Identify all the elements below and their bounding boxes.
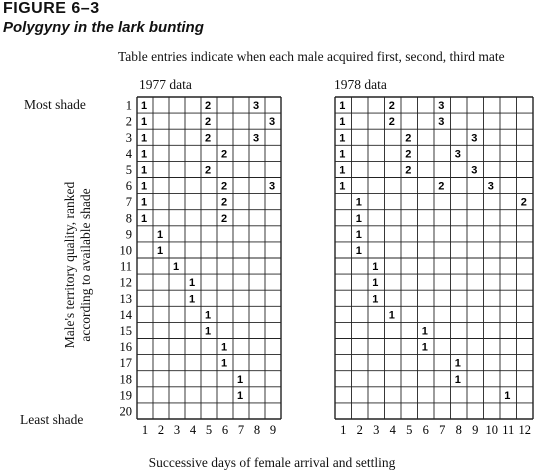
most-shade-label: Most shade [24, 97, 86, 112]
row-label: 14 [119, 307, 132, 322]
mate-entry: 2 [388, 116, 395, 129]
row-label: 19 [119, 388, 132, 403]
mate-entry: 3 [487, 180, 494, 193]
mate-entry: 3 [454, 148, 461, 161]
row-label: 17 [119, 356, 132, 371]
column-label: 5 [205, 423, 213, 437]
mate-entry: 3 [252, 132, 260, 145]
mate-entry: 1 [140, 148, 148, 161]
column-label: 1 [340, 423, 347, 437]
row-label: 5 [125, 162, 132, 177]
mate-entry: 3 [268, 180, 276, 193]
mate-entry: 1 [355, 212, 362, 225]
mate-entry: 1 [140, 212, 148, 225]
mate-entry: 2 [405, 148, 412, 161]
mate-entry: 2 [204, 132, 212, 145]
mate-entry: 1 [355, 228, 362, 241]
mate-entry: 2 [220, 180, 228, 193]
row-label: 9 [125, 227, 132, 242]
column-label: 3 [373, 423, 380, 437]
mate-entry: 1 [188, 293, 196, 306]
y-axis-label-line1: Male's territory quality, ranked [62, 181, 77, 349]
row-label: 15 [119, 323, 132, 338]
mate-entry: 1 [355, 244, 362, 257]
mate-entry: 1 [339, 148, 346, 161]
x-axis-label: Successive days of female arrival and settling [148, 455, 396, 470]
mate-entry: 1 [339, 180, 346, 193]
panel-title-1978: 1978 data [334, 77, 387, 92]
column-label: 3 [173, 423, 181, 437]
mate-entry: 2 [220, 212, 228, 225]
column-label: 8 [253, 423, 261, 437]
column-label: 8 [455, 423, 462, 437]
mate-entry: 1 [156, 228, 164, 241]
column-label: 10 [485, 423, 498, 437]
mate-entry: 2 [438, 180, 445, 193]
figure-title: Polygyny in the lark bunting [3, 19, 204, 36]
figure-label: FIGURE 6–3 [3, 0, 100, 17]
panel-title-1977: 1977 data [139, 77, 192, 92]
column-label: 12 [518, 423, 531, 437]
row-label: 20 [119, 404, 132, 419]
column-label: 1 [141, 423, 149, 437]
mate-entry: 2 [220, 148, 228, 161]
row-label: 10 [119, 243, 132, 258]
least-shade-label: Least shade [20, 412, 84, 427]
row-label: 6 [125, 179, 132, 194]
mate-entry: 1 [339, 164, 346, 177]
mate-entry: 1 [236, 373, 244, 386]
mate-entry: 1 [204, 325, 212, 338]
column-label: 6 [422, 423, 429, 437]
mate-entry: 3 [438, 116, 445, 129]
row-label: 3 [125, 130, 132, 145]
mate-entry: 1 [140, 116, 148, 129]
row-label: 11 [119, 259, 132, 274]
mate-entry: 2 [520, 196, 527, 209]
mate-entry: 2 [388, 100, 395, 113]
mate-entry: 1 [388, 309, 395, 322]
mate-entry: 3 [438, 100, 445, 113]
mate-entry: 3 [252, 100, 260, 113]
row-label: 12 [119, 275, 132, 290]
table-note: Table entries indicate when each male acquired first, second, third mate [118, 49, 505, 64]
mate-entry: 1 [236, 389, 244, 402]
mate-entry: 1 [220, 341, 228, 354]
column-label: 9 [269, 423, 277, 437]
column-label: 9 [472, 423, 479, 437]
mate-entry: 1 [188, 277, 196, 290]
column-label: 4 [389, 423, 396, 437]
mate-entry: 2 [405, 164, 412, 177]
row-label: 4 [125, 146, 132, 161]
column-label: 7 [439, 423, 446, 437]
mate-entry: 2 [405, 132, 412, 145]
mate-entry: 2 [220, 196, 228, 209]
column-label: 6 [221, 423, 229, 437]
mate-entry: 1 [372, 277, 379, 290]
mate-entry: 1 [372, 293, 379, 306]
mate-entry: 1 [339, 116, 346, 129]
row-label: 18 [119, 372, 132, 387]
mate-entry: 3 [471, 164, 478, 177]
column-label: 4 [189, 423, 197, 437]
mate-entry: 1 [421, 325, 428, 338]
mate-entry: 3 [268, 116, 276, 129]
row-label: 2 [125, 114, 132, 129]
mate-entry: 1 [220, 357, 228, 370]
mate-entry: 3 [471, 132, 478, 145]
y-axis-label-line2: according to available shade [78, 188, 93, 342]
mate-entry: 1 [339, 100, 346, 113]
mate-entry: 1 [204, 309, 212, 322]
mate-entry: 1 [172, 261, 180, 274]
mate-entry: 1 [140, 164, 148, 177]
mate-entry: 2 [204, 100, 212, 113]
row-label: 8 [125, 211, 132, 226]
mate-entry: 1 [156, 244, 164, 257]
column-label: 11 [502, 423, 515, 437]
mate-entry: 1 [372, 261, 379, 274]
row-label: 13 [119, 291, 132, 306]
mate-entry: 1 [454, 357, 461, 370]
mate-entry: 2 [204, 116, 212, 129]
mate-entry: 1 [421, 341, 428, 354]
column-label: 2 [157, 423, 165, 437]
mate-entry: 1 [355, 196, 362, 209]
mate-entry: 1 [140, 132, 148, 145]
column-label: 5 [406, 423, 413, 437]
row-label: 7 [125, 195, 132, 210]
mate-entry: 1 [140, 100, 148, 113]
column-label: 7 [237, 423, 245, 437]
column-label: 2 [356, 423, 363, 437]
mate-entry: 1 [140, 196, 148, 209]
mate-entry: 1 [140, 180, 148, 193]
mate-entry: 1 [504, 389, 511, 402]
mate-entry: 1 [339, 132, 346, 145]
mate-entry: 1 [454, 373, 461, 386]
mate-entry: 2 [204, 164, 212, 177]
row-label: 16 [119, 340, 132, 355]
row-label: 1 [125, 98, 132, 113]
